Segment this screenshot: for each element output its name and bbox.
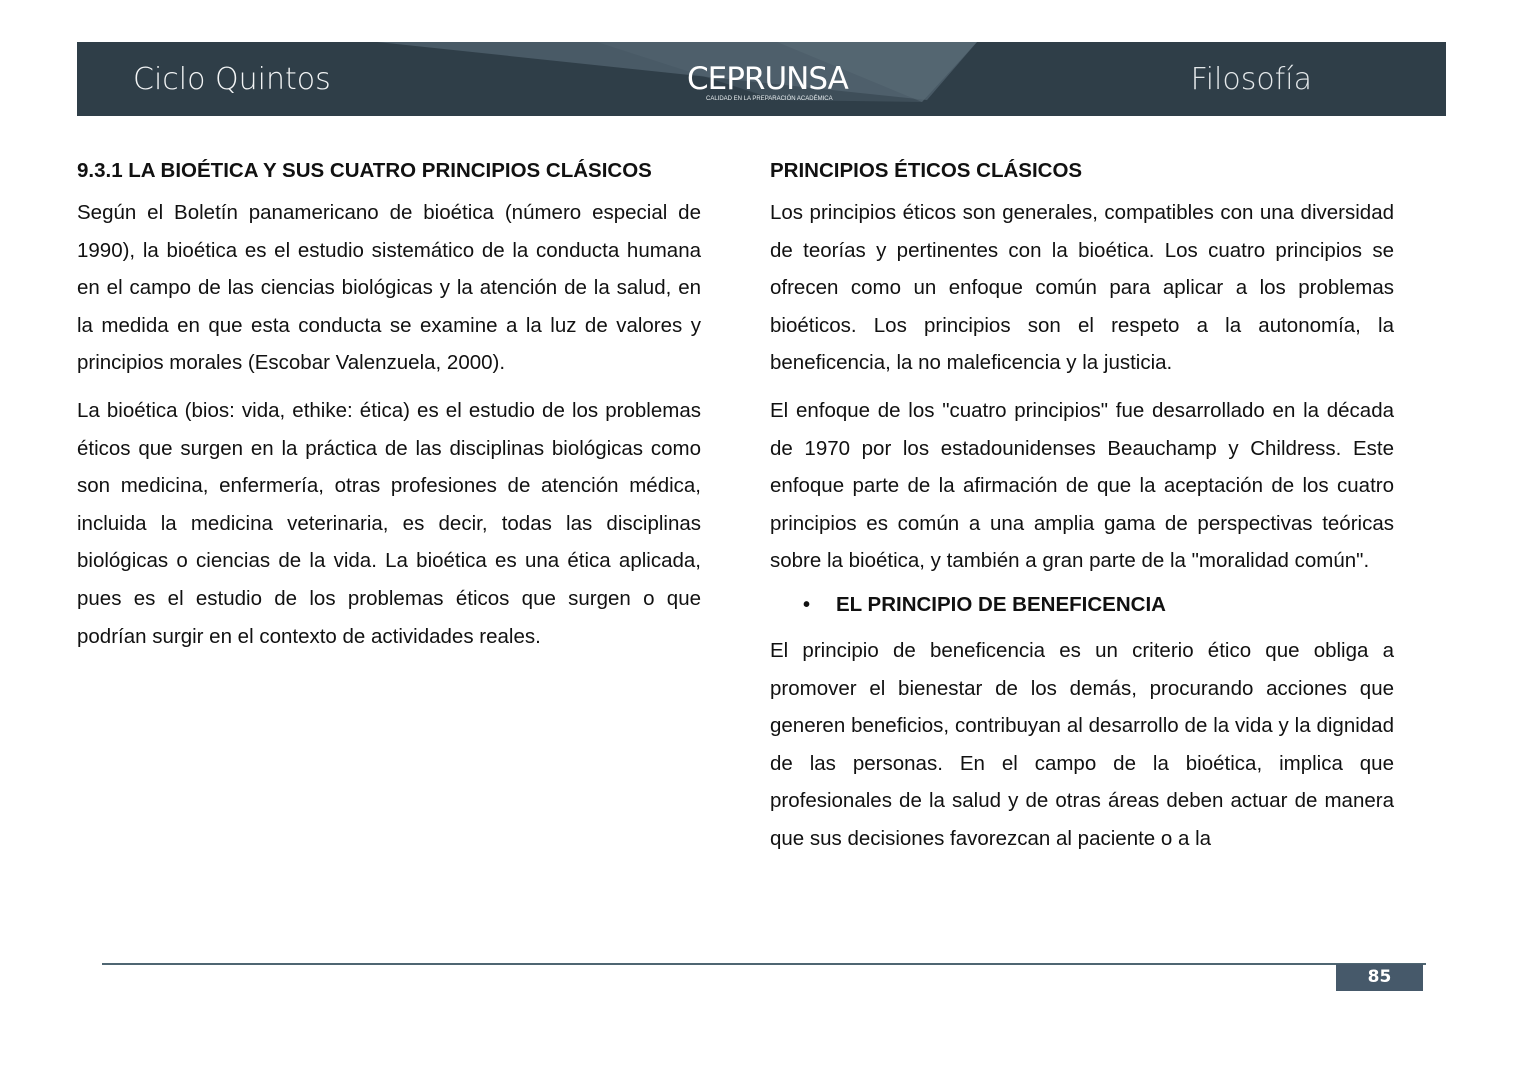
bullet-label: EL PRINCIPIO DE BENEFICENCIA	[836, 592, 1166, 616]
subject-title: Filosofía	[1190, 62, 1312, 97]
paragraph: Los principios éticos son generales, compatibles con una diversidad de teorías y pertinentes con la bioética. Los cuatro principios se ofrecen como un enfoque común para aplicar a los problemas bioéticos. Los principios son el respeto a la autonomía, la beneficencia, la no maleficencia y la justicia.	[770, 201, 1394, 375]
paragraph: La bioética (bios: vida, ethike: ética) es el estudio de los problemas éticos que surgen en la práctica de las disciplinas biológicas como son medicina, enfermería, otras profesiones de atención médica, incluida la medicina veterinaria, es decir, todas las disciplinas biológicas o ciencias de la vida. La bioética es una ética aplicada, pues es el estudio de los problemas éticos que surgen o que podrían surgir en el contexto de actividades reales.	[77, 398, 701, 648]
course-cycle-title: Ciclo Quintos	[133, 62, 331, 97]
section-heading: 9.3.1 LA BIOÉTICA Y SUS CUATRO PRINCIPIOS CLÁSICOS	[77, 159, 652, 182]
paragraph: El enfoque de los "cuatro principios" fue desarrollado en la década de 1970 por los estadounidenses Beauchamp y Childress. Este enfoque parte de la afirmación de que la aceptación de los cuatro principios es común a una amplia gama de perspectivas teóricas sobre la bioética, y también a gran parte de la "moralidad común".	[770, 398, 1394, 573]
right-column	[770, 148, 1394, 868]
logo-name: CEPRUNSA	[687, 61, 848, 97]
logo-tagline: CALIDAD EN LA PREPARACIÓN ACADÉMICA	[706, 96, 833, 102]
paragraph: El principio de beneficencia es un criterio ético que obliga a promover el bienestar de los demás, procurando acciones que generen beneficios, contribuyan al desarrollo de la vida y la dignidad de las personas. En el campo de la bioética, implica que profesionales de la salud y de otras áreas deben actuar de manera que sus decisiones favorezcan al paciente o a la	[770, 638, 1394, 850]
page-number: 85	[1336, 964, 1423, 991]
bullet-heading	[770, 590, 1394, 620]
left-column	[77, 148, 701, 665]
paragraph: Según el Boletín panamericano de bioética (número especial de 1990), la bioética es el estudio sistemático de la conducta humana en el campo de las ciencias biológicas y la atención de la salud, en la medida en que esta conducta se examine a la luz de valores y principios morales (Escobar Valenzuela, 2000).	[77, 201, 701, 375]
page-header	[77, 42, 1446, 116]
footer-divider	[102, 963, 1426, 965]
bullet-icon: •	[803, 593, 811, 616]
section-heading: PRINCIPIOS ÉTICOS CLÁSICOS	[770, 159, 1083, 182]
ceprunsa-logo	[687, 60, 857, 108]
